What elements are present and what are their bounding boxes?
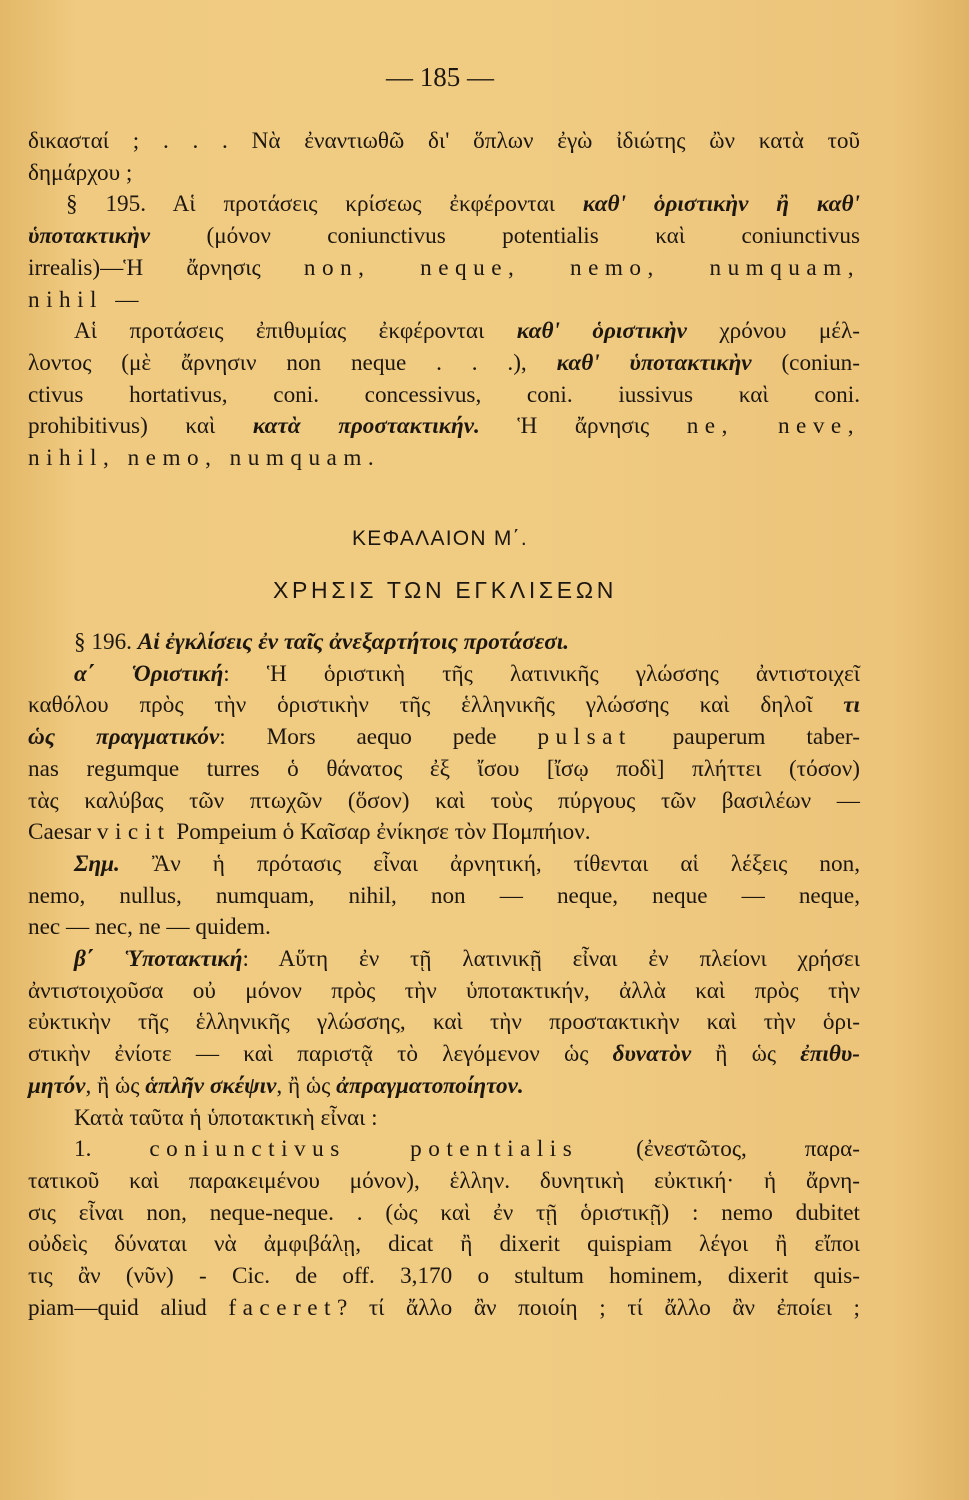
text-line: δημάρχου ; — [28, 159, 133, 186]
paragraph-196-heading: § 196. Αἱ ἐγκλίσεις ἐν ταῖς ἀνεξαρτήτοις προτάσεσι. — [74, 629, 569, 655]
page-number: — 185 — — [386, 62, 494, 92]
paragraph-195-line: § 195. Αἱ προτάσεις κρίσεως ἐκφέρονται καθ' ὁριστικὴν ἢ καθ' — [66, 191, 860, 218]
note-line: Σημ. Ἂν ἡ πρότασις εἶναι ἀρνητική, τίθενται αἱ λέξεις non, — [74, 850, 860, 877]
potentialis-line: τις ἂν (νῦν) - Cic. de off. 3,170 o stultum hominem, dixerit quis- — [28, 1263, 860, 1290]
indicative-line: τὰς καλύβας τῶν πτωχῶν (ὅσον) καὶ τοὺς πύργους τῶν βασιλέων — — [28, 787, 860, 814]
kata-line: Κατὰ ταῦτα ἡ ὑποτακτικὴ εἶναι : — [74, 1104, 378, 1131]
paragraph-195-line: ὑποτακτικὴν (μόνον coniunctivus potentialis καὶ coniunctivus — [28, 223, 860, 250]
potentialis-line: τατικοῦ καὶ παρακειμένου μόνον), ἑλλην. δυνητικὴ εὐκτική· ἡ ἄρνη- — [28, 1167, 860, 1194]
subjunctive-line: στικὴν ἐνίοτε — καὶ παριστᾷ τὸ λεγόμενον ὡς δυνατὸν ἢ ὡς ἐπιθυ- — [28, 1041, 860, 1068]
subjunctive-line: μητόν, ἢ ὡς ἁπλῆν σκέψιν, ἢ ὡς ἀπραγματοποίητον. — [28, 1072, 524, 1099]
note-line: nec — nec, ne — quidem. — [28, 914, 271, 941]
indicative-line: ὡς πραγματικόν: Mors aequo pede pulsat pauperum taber- — [28, 724, 860, 751]
potentialis-line: σις εἶναι non, neque-neque. . (ὡς καὶ ἐν τῇ ὁριστικῇ) : nemo dubitet — [28, 1199, 860, 1226]
paragraph-195-line: nihil — — [28, 286, 145, 313]
lower-text-block — [28, 627, 860, 1324]
indicative-line: nas regumque turres ὁ θάνατος ἐξ ἴσου [ἴσῳ ποδὶ] πλήττει (τόσον) — [28, 755, 860, 782]
wish-paragraph-line: prohibitivus) καὶ κατὰ προστακτικήν. Ἡ ἄρνησις ne, neve, — [28, 413, 860, 440]
upper-text-block — [28, 126, 860, 475]
note-line: nemo, nullus, numquam, nihil, non — neque, neque — neque, — [28, 882, 860, 909]
chapter-subtitle: ΧΡΗΣΙΣ ΤΩΝ ΕΓΚΛΙΣΕΩΝ — [273, 577, 617, 603]
potentialis-line: piam—quid aliud faceret? τί ἄλλο ἂν ποιοίη ; τί ἄλλο ἂν ἐποίει ; — [28, 1294, 860, 1321]
wish-paragraph-line: ctivus hortativus, coni. concessivus, coni. iussivus καὶ coni. — [28, 381, 860, 408]
indicative-line: Caesar vicit Pompeium ὁ Καῖσαρ ἐνίκησε τὸν Πομπήιον. — [28, 819, 591, 846]
wish-paragraph-line: nihil, nemo, numquam. — [28, 445, 381, 472]
paragraph-195-line: irrealis)—Ἡ ἄρνησις non, neque, nemo, numquam, — [28, 254, 861, 281]
subjunctive-line: εὐκτικὴν τῆς ἑλληνικῆς γλώσσης, καὶ τὴν προστακτικὴν καὶ τὴν ὁρι- — [28, 1009, 860, 1036]
chapter-title: ΚΕΦΑΛΑΙΟΝ Μ΄. — [351, 527, 529, 550]
subjunctive-line: ἀντιστοιχοῦσα οὐ μόνον πρὸς τὴν ὑποτακτικήν, ἀλλὰ καὶ πρὸς τὴν — [28, 977, 860, 1004]
potentialis-line: οὐδεὶς δύναται νὰ ἀμφιβάλῃ, dicat ἢ dixerit quispiam λέγοι ἢ εἴποι — [28, 1231, 860, 1258]
wish-paragraph-line: Αἱ προτάσεις ἐπιθυμίας ἐκφέρονται καθ' ὁριστικὴν χρόνου μέλ- — [74, 318, 860, 345]
text-line: δικασταί ; . . . Νὰ ἐναντιωθῶ δι' ὅπλων ἐγὼ ἰδιώτης ὢν κατὰ τοῦ — [28, 128, 860, 154]
potentialis-line: 1. coniunctivus potentialis (ἐνεστῶτος, παρα- — [74, 1136, 861, 1163]
subjunctive-line: β΄ Ὑποτακτική: Αὕτη ἐν τῇ λατινικῇ εἶναι ἐν πλείονι χρήσει — [74, 946, 860, 973]
indicative-line: α΄ Ὁριστική: Ἡ ὁριστικὴ τῆς λατινικῆς γλώσσης ἀντιστοιχεῖ — [74, 660, 860, 687]
indicative-line: καθόλου πρὸς τὴν ὁριστικὴν τῆς ἑλληνικῆς γλώσσης καὶ δηλοῖ τι — [28, 692, 860, 719]
wish-paragraph-line: λοντος (μὲ ἄρνησιν non neque . . .), καθ' ὑποτακτικὴν (coniun- — [28, 349, 860, 376]
